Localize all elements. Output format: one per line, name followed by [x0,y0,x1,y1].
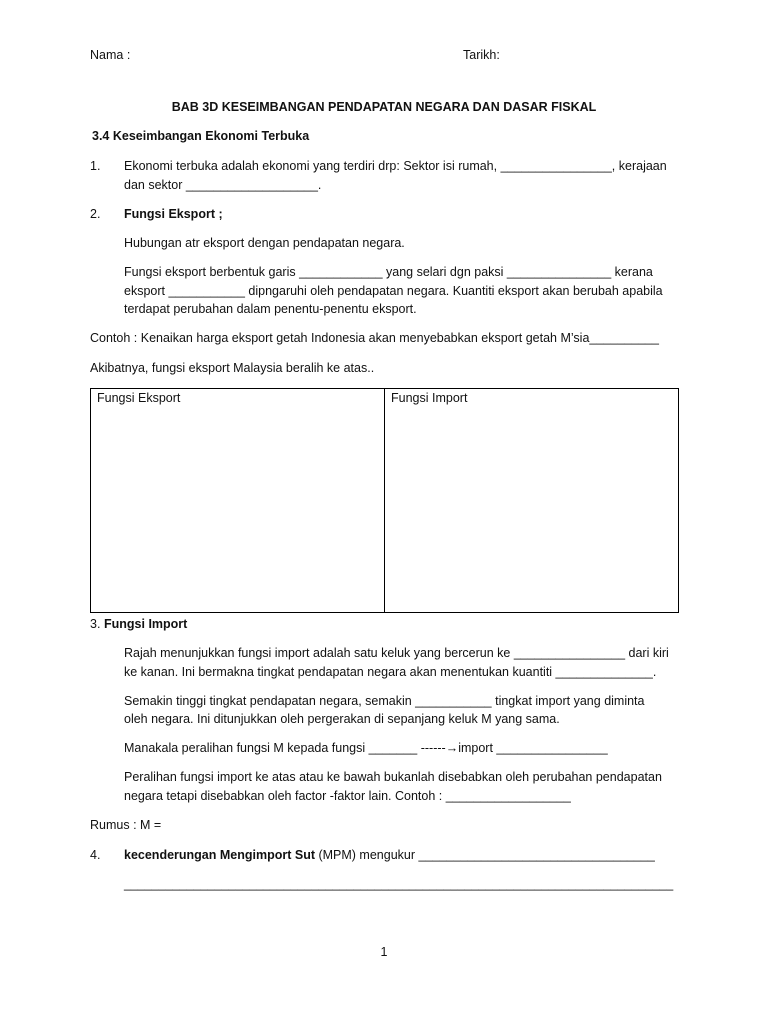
tarikh-label: Tarikh: [463,48,500,62]
q2-contoh: Contoh : Kenaikan harga eksport getah Indonesia akan menyebabkan eksport getah M’sia__________ [90,331,659,345]
q4-rest: (MPM) mengukur __________________________________ [315,848,655,862]
q3-paragraph-2-line1: Semakin tinggi tingkat pendapatan negara, semakin ___________ tingkat import yang diminta [124,694,645,708]
rumus-formula: Rumus : M = [90,818,162,832]
q3-paragraph-1-line1: Rajah menunjukkan fungsi import adalah satu keluk yang bercerun ke ________________ dari kiri [124,646,669,660]
nama-label: Nama : [90,48,131,62]
q4-line1 [124,848,655,862]
q2-akibat: Akibatnya, fungsi eksport Malaysia beralih ke atas.. [90,361,375,375]
q3-paragraph-1-line2: ke kanan. Ini bermakna tingkat pendapatan negara akan menentukan kuantiti ______________. [124,665,657,679]
q2-heading: Fungsi Eksport ; [124,207,223,221]
section-heading: 3.4 Keseimbangan Ekonomi Terbuka [92,129,310,143]
q4-line2: _______________________________________________________________________________ [124,877,674,891]
q3-paragraph-4-line1: Peralihan fungsi import ke atas atau ke bawah bukanlah disebabkan oleh perubahan pendapatan [124,770,662,784]
q4-bold-term: kecenderungan Mengimport Sut [124,848,315,862]
q2-paragraph-2-line3: terdapat perubahan dalam penentu-penentu eksport. [124,302,417,316]
q1-line2: dan sektor ___________________. [124,178,322,192]
box-right-label: Fungsi Import [391,391,468,405]
box-divider [384,389,385,612]
q2-paragraph-1: Hubungan atr eksport dengan pendapatan negara. [124,236,405,250]
page-title: BAB 3D KESEIMBANGAN PENDAPATAN NEGARA DAN DASAR FISKAL [171,100,597,114]
q4-number: 4. [90,848,101,862]
q1-number: 1. [90,159,101,173]
q3-paragraph-3: Manakala peralihan fungsi M kepada fungsi _______ ------→import ________________ [124,741,608,755]
page-number: 1 [380,945,388,959]
box-left-label: Fungsi Eksport [97,391,181,405]
q2-paragraph-2-line1: Fungsi eksport berbentuk garis ____________ yang selari dgn paksi _______________ kerana [124,265,653,279]
q3-paragraph-2-line2: oleh negara. Ini ditunjukkan oleh pergerakan di sepanjang keluk M yang sama. [124,712,560,726]
q2-number: 2. [90,207,101,221]
q3-paragraph-4-line2: negara tetapi disebabkan oleh factor -faktor lain. Contoh : __________________ [124,789,571,803]
q3-heading: Fungsi Import [104,617,188,631]
q3-number: 3. [90,617,101,631]
q2-paragraph-2-line2: eksport ___________ dipngaruhi oleh pendapatan negara. Kuantiti eksport akan berubah apabila [124,284,663,298]
q1-line1: Ekonomi terbuka adalah ekonomi yang terdiri drp: Sektor isi rumah, ________________, kerajaan [124,159,667,173]
graph-box [90,388,679,613]
